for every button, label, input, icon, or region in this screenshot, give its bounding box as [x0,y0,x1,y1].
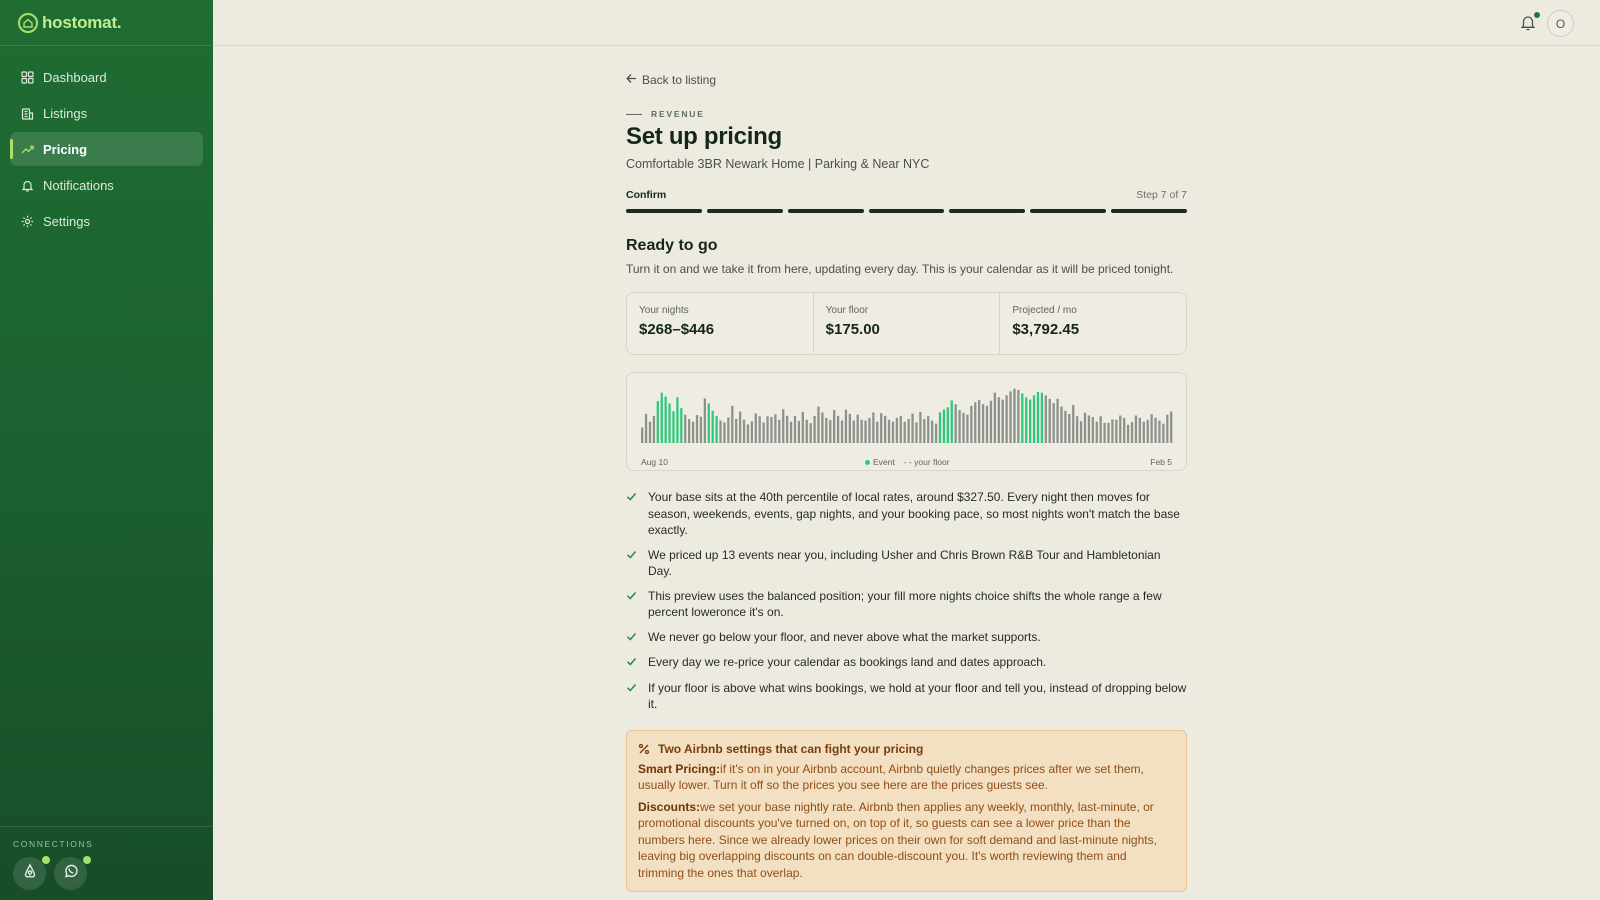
price-bar [911,414,913,443]
price-bar [974,402,976,443]
price-bar [829,420,831,443]
price-bar [1076,416,1078,443]
main-content [626,72,1187,900]
smart-pricing-label: Smart Pricing: [638,761,721,776]
price-bar [790,422,792,443]
sidebar-item-label: Listings [43,105,88,121]
price-bar [755,414,757,443]
price-bar [762,422,764,443]
sidebar-item-label: Settings [43,213,90,229]
progress-segment [626,209,702,213]
chart-svg [641,381,1174,443]
logo-icon [18,13,38,33]
price-bar [700,417,702,443]
step-header [626,189,1187,201]
page-title: Set up pricing [626,123,782,150]
price-bar [908,419,910,443]
list-item [626,588,1187,621]
event-price-bar [661,393,663,443]
avatar[interactable]: O [1547,10,1574,37]
price-bar [1013,389,1015,443]
price-bar [990,401,992,443]
sidebar [0,0,213,900]
price-bar [1064,411,1066,443]
connections-label: CONNECTIONS [13,839,94,849]
event-price-bar [1037,392,1039,443]
price-bar [782,409,784,443]
price-calendar-chart [626,372,1187,471]
price-bar [688,419,690,443]
price-bar [860,420,862,443]
price-bar [868,418,870,443]
price-bar [1072,405,1074,443]
sidebar-item-label: Notifications [43,177,114,193]
checklist-text: If your floor is above what wins bookings, we hold at your floor and tell you, instead of dropping below it. [648,680,1187,711]
price-bar [739,412,741,443]
price-bar [1111,419,1113,443]
trend-icon [20,142,34,156]
stat-label: Your floor [825,305,869,316]
check-icon [626,489,648,539]
list-item [626,654,1187,672]
sidebar-item-label: Pricing [43,141,88,157]
price-bar [1080,421,1082,443]
price-bar [994,393,996,443]
progress-segment [1030,209,1106,213]
notifications-button[interactable] [1520,14,1538,32]
check-icon [626,680,648,713]
price-bar [958,410,960,443]
event-price-bar [672,411,674,443]
discounts-label: Discounts: [638,799,701,814]
event-price-bar [939,412,941,443]
price-bar [641,428,643,444]
price-bar [1123,418,1125,443]
price-bar [1119,415,1121,443]
price-bar [853,421,855,443]
price-bar [927,416,929,443]
stats-card [626,292,1187,355]
whatsapp-connection-button[interactable] [54,857,87,890]
price-bar [727,417,729,443]
stat-your-floor [814,293,1001,354]
price-bar [1049,399,1051,443]
price-bar [1135,415,1137,443]
section-title: Ready to go [626,237,718,254]
price-bar [786,416,788,443]
eyebrow [626,109,1187,119]
price-bar [880,413,882,443]
airbnb-icon [22,863,38,884]
list-item [626,629,1187,647]
event-price-bar [1025,397,1027,443]
connected-status-dot [83,856,91,864]
connected-status-dot [42,856,50,864]
stat-projected-monthly [1000,293,1186,354]
price-bar [841,421,843,443]
price-bar [1005,395,1007,443]
price-bar [919,412,921,443]
price-bar [1045,395,1047,443]
price-bar [872,412,874,443]
price-bar [1147,420,1149,443]
step-label: Confirm [626,189,667,201]
building-icon [20,106,34,120]
price-bar [813,416,815,443]
event-price-bar [1029,400,1031,443]
sidebar-item-dashboard[interactable] [10,60,203,94]
sidebar-item-pricing[interactable] [10,132,203,166]
price-bar [1158,421,1160,443]
smart-pricing-note [638,761,1175,794]
price-bar [896,418,898,443]
progress-segment [949,209,1025,213]
price-bar [731,406,733,443]
sidebar-item-notifications[interactable] [10,168,203,202]
progress-segment [788,209,864,213]
list-item [626,547,1187,580]
price-bar [719,421,721,443]
check-icon [626,547,648,580]
event-price-bar [657,401,659,443]
checklist-text: Your base sits at the 40th percentile of local rates, around $327.50. Every night then moves for season, weekends, events, gap nights, and your booking pace, so most nights won't match the base exactly. [648,490,1180,537]
price-bar [962,413,964,443]
check-icon [626,629,648,647]
whatsapp-icon [63,863,79,884]
price-bar [649,422,651,443]
price-bar [684,415,686,443]
price-bar [1096,422,1098,443]
price-bar [747,424,749,443]
event-price-bar [665,397,667,444]
price-bar [766,416,768,443]
price-bar [1107,423,1109,443]
price-bar [692,422,694,443]
event-price-bar [1041,393,1043,443]
price-bar [1127,425,1129,443]
price-bar [1131,422,1133,443]
price-bar [751,421,753,443]
price-bar [770,417,772,443]
price-bar [849,414,851,443]
check-icon [626,588,648,621]
price-bar [864,421,866,443]
event-price-bar [947,407,949,443]
step-count: Step 7 of 7 [1136,189,1187,201]
price-bar [935,424,937,443]
gear-icon [20,214,34,228]
price-bar [1143,422,1145,443]
sidebar-item-listings[interactable] [10,96,203,130]
price-bar [743,420,745,443]
connections-panel [0,826,213,900]
price-bar [955,404,957,443]
price-bar [1092,417,1094,443]
checklist-text: This preview uses the balanced position; your fill more nights choice shifts the whole range a few percent loweronce it's on. [648,588,1162,619]
event-price-bar [951,400,953,443]
event-price-bar [715,416,717,443]
notification-badge [1534,12,1540,18]
chart-end-date: Feb 5 [1150,457,1172,467]
sidebar-item-settings[interactable] [10,204,203,238]
price-bar [1017,390,1019,443]
price-bar [821,412,823,443]
price-bar [837,416,839,443]
price-bar [802,412,804,443]
price-bar [915,422,917,443]
chart-legend [865,457,950,467]
discounts-note [638,799,1175,882]
eyebrow-text: REVENUE [651,109,705,119]
discounts-text: we set your base nightly rate. Airbnb then applies any weekly, monthly, last-minute, or promotional discounts you've turned on, on top of it, so guests can see a lower price than the numbers here. Since we already lower prices on their own for soft demand and last-minute nights, leaving big overlapping discounts on can double-discount you. It's worth reviewing them and trimming the ones that overlap. [638,799,1157,880]
price-bar [970,406,972,443]
price-bar [1053,403,1055,443]
price-bar [1060,407,1062,443]
grid-icon [20,70,34,84]
price-bar [982,404,984,443]
step-progress [626,209,1187,213]
price-bar [1084,413,1086,443]
warning-title [638,742,1175,756]
smart-pricing-text: if it's on in your Airbnb account, Airbnb quietly changes prices after we set them, usually lower. Turn it off so the prices you see here are the prices guests see. [638,761,1144,792]
price-bar [825,418,827,443]
price-bar [1139,418,1141,443]
price-bar [892,422,894,443]
brand-logo[interactable] [0,0,213,46]
progress-segment [707,209,783,213]
warning-title-text: Two Airbnb settings that can fight your pricing [658,741,924,756]
price-bar [778,420,780,443]
price-bar [966,415,968,443]
airbnb-connection-button[interactable] [13,857,46,890]
price-bar [759,416,761,443]
price-bar [817,407,819,443]
price-bar [1068,414,1070,443]
price-bar [1088,415,1090,443]
price-bar [978,400,980,443]
list-item [626,680,1187,713]
price-bar [798,421,800,443]
sidebar-nav [0,46,213,238]
section-lead: Turn it on and we take it from here, updating every day. This is your calendar as it will be priced tonight. [626,262,1174,276]
list-item [626,489,1187,539]
price-bar [723,422,725,443]
stat-value: $268–$446 [639,321,715,338]
checklist-text: Every day we re-price your calendar as bookings land and dates approach. [648,655,1047,669]
checklist-text: We never go below your floor, and never above what the market supports. [648,629,1041,644]
legend-floor-label: - - your floor [903,457,950,467]
price-bar [1170,412,1172,443]
price-bar [884,416,886,443]
topbar [213,0,1600,46]
event-price-bar [1033,395,1035,443]
event-price-bar [943,410,945,443]
eyebrow-rule [626,114,642,115]
price-bar [794,416,796,443]
price-bar [1103,423,1105,443]
event-dot-icon [865,460,870,465]
price-bar [645,414,647,443]
back-label: Back to listing [642,72,717,87]
stat-value: $3,792.45 [1012,321,1080,338]
stat-value: $175.00 [825,321,880,338]
legend-event-label: Event [873,457,895,467]
price-bar [833,410,835,443]
price-bar [904,422,906,443]
price-bar [1166,415,1168,443]
price-bar [1009,391,1011,443]
price-bar [1150,414,1152,443]
price-bar [888,420,890,443]
price-bar [1115,420,1117,443]
price-bar [810,423,812,443]
bell-icon [20,178,34,192]
listing-name: Comfortable 3BR Newark Home | Parking & Near NYC [626,157,930,171]
event-price-bar [676,397,678,443]
stat-label: Projected / mo [1012,305,1077,316]
check-icon [626,654,648,672]
price-bar [1056,399,1058,443]
price-bar [845,410,847,443]
stat-label: Your nights [639,305,689,316]
price-bar [696,415,698,443]
arrow-left-icon [626,72,637,87]
summary-checklist [626,489,1187,713]
price-bar [1100,416,1102,443]
price-bar [986,406,988,443]
price-bar [876,422,878,443]
event-price-bar [1021,393,1023,443]
checklist-text: We priced up 13 events near you, including Usher and Chris Brown R&B Tour and Hambletonian Day. [648,547,1161,578]
price-bar [1162,424,1164,443]
price-bar [998,397,1000,443]
price-bar [931,421,933,443]
price-bar [653,416,655,443]
stat-your-nights [627,293,814,354]
price-bar [900,416,902,443]
bell-icon [1520,18,1536,35]
event-price-bar [708,403,710,443]
price-bar [704,398,706,443]
sidebar-item-label: Dashboard [43,69,107,85]
brand-name: hostomat. [42,12,122,32]
price-bar [774,414,776,443]
event-price-bar [668,403,670,443]
progress-segment [869,209,945,213]
airbnb-settings-warning [626,730,1187,893]
price-bar [923,419,925,443]
legend-event [865,457,895,467]
event-price-bar [680,408,682,443]
percent-icon [638,743,650,755]
progress-segment [1111,209,1187,213]
price-bar [806,420,808,443]
chart-start-date: Aug 10 [641,457,668,467]
price-bar [1154,418,1156,443]
event-price-bar [712,411,714,443]
price-bar [735,419,737,443]
price-bar [857,415,859,443]
price-bar [1002,400,1004,443]
back-to-listing-link[interactable] [626,72,1187,87]
